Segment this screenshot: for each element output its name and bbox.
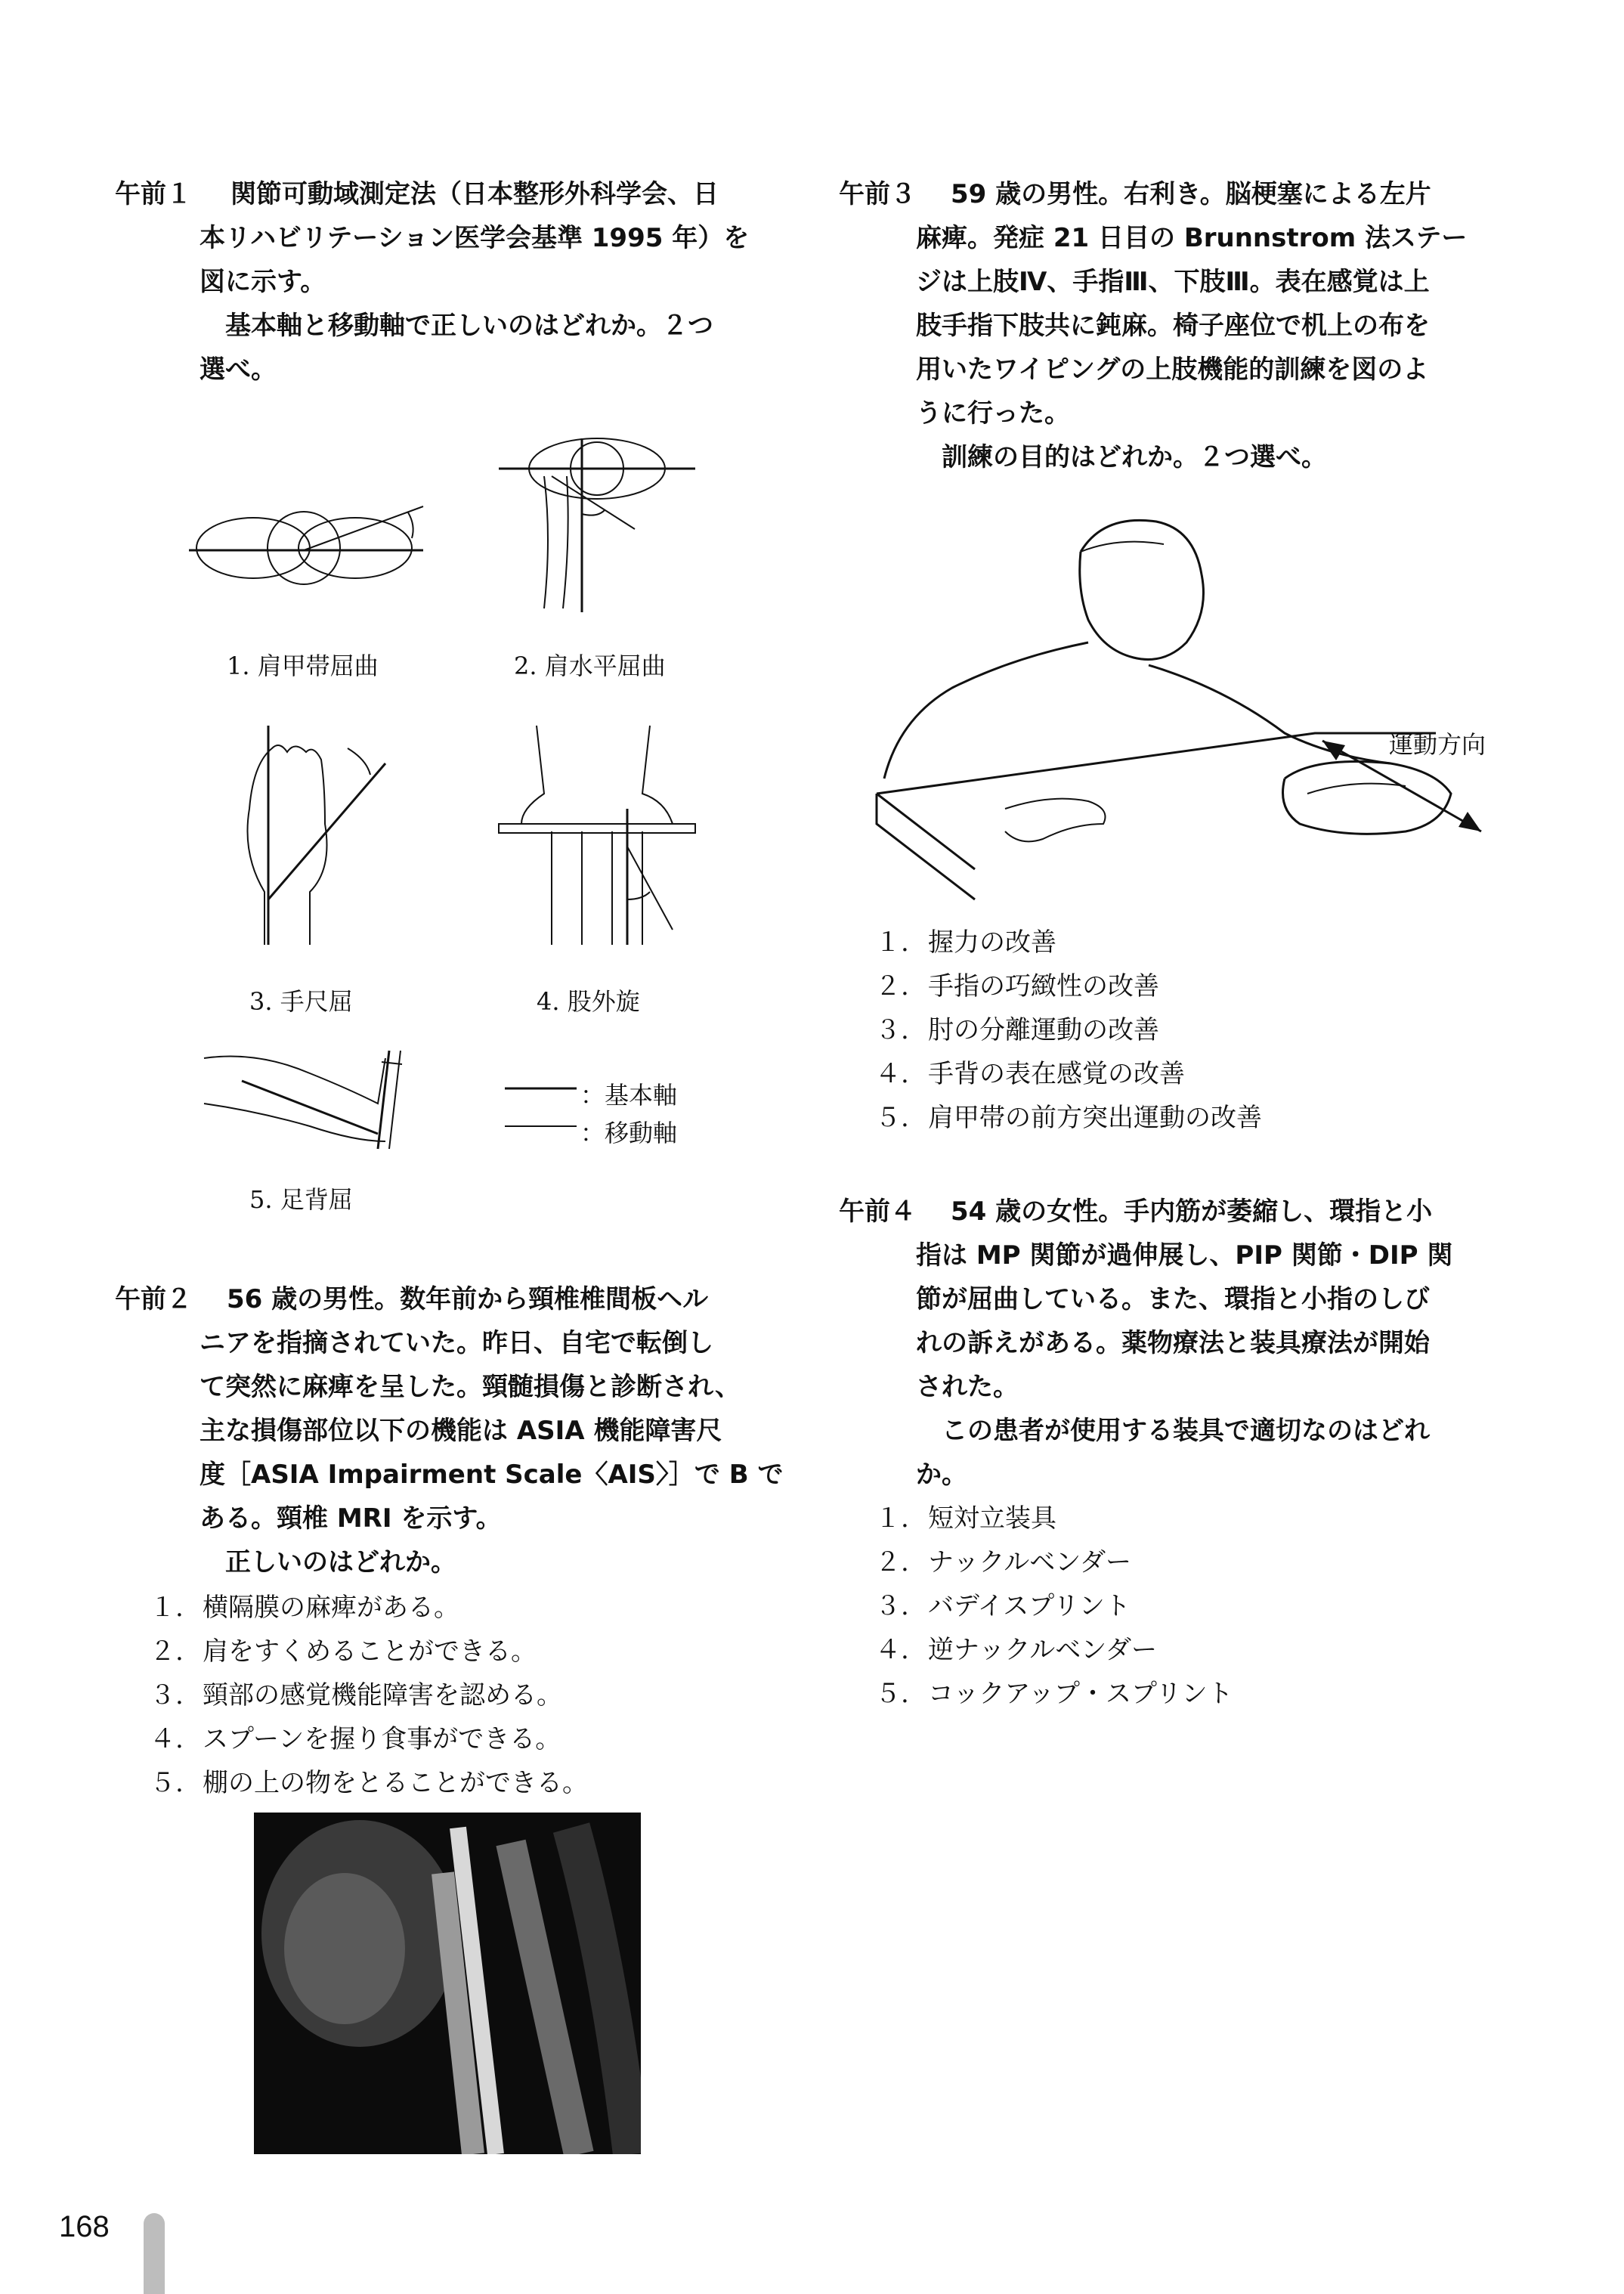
q3-line: 訓練の目的はどれか。２つ選べ。 bbox=[916, 442, 1327, 472]
legend-basic-axis: ：基本軸 bbox=[580, 1081, 678, 1110]
q4-line: 指は MP 関節が過伸展し、PIP 関節・DIP 関 bbox=[916, 1240, 1453, 1271]
q1-line: 図に示す。 bbox=[200, 267, 326, 297]
q4-number: 午前４ bbox=[839, 1197, 916, 1227]
q4-stem bbox=[951, 1190, 1432, 1234]
q2-stem bbox=[227, 1277, 708, 1321]
choice-item: ３. 肘の分離運動の改善 bbox=[875, 1015, 1159, 1045]
q2-line: 度［ASIA Impairment Scale〈AIS〉］で B で bbox=[200, 1460, 784, 1490]
q2-number: 午前２ bbox=[115, 1284, 192, 1314]
q3-line: 肢手指下肢共に鈍麻。椅子座位で机上の布を bbox=[916, 311, 1430, 341]
figure-label-5: 5. 足背屈 bbox=[249, 1185, 353, 1214]
figure-label-4: 4. 股外旋 bbox=[537, 987, 640, 1016]
choice-item: ２. 手指の巧緻性の改善 bbox=[875, 971, 1159, 1001]
q2-choices bbox=[150, 1586, 588, 1805]
q2-line: 主な損傷部位以下の機能は ASIA 機能障害尺 bbox=[200, 1416, 722, 1446]
q1-line: 関節可動域測定法（日本整形外科学会、日 bbox=[230, 179, 719, 209]
figure-hip-external-rotation bbox=[491, 718, 703, 952]
q2-line: て突然に麻痺を呈した。頸髄損傷と診断され、 bbox=[200, 1372, 741, 1402]
q3-line: 用いたワイピングの上肢機能的訓練を図のよ bbox=[916, 354, 1429, 385]
choice-item: ５. 棚の上の物をとることができる。 bbox=[150, 1768, 588, 1798]
q1-stem bbox=[230, 172, 719, 216]
choice-item: ４. 逆ナックルベンダー bbox=[875, 1635, 1157, 1665]
q2-line: ある。頸椎 MRI を示す。 bbox=[200, 1503, 502, 1534]
q4-line: れの訴えがある。薬物療法と装具療法が開始 bbox=[916, 1328, 1430, 1358]
figure-label-3: 3. 手尺屈 bbox=[249, 987, 353, 1016]
choice-item: ４. スプーンを握り食事ができる。 bbox=[150, 1724, 561, 1754]
choice-item: ４. 手背の表在感覚の改善 bbox=[875, 1059, 1185, 1089]
q1-number: 午前１ bbox=[115, 179, 192, 209]
q1-line: 本リハビリテーション医学会基準 1995 年）を bbox=[200, 223, 750, 253]
choice-item: １. 握力の改善 bbox=[875, 927, 1056, 958]
q4-stem-cont bbox=[916, 1234, 1452, 1497]
choice-item: １. 短対立装具 bbox=[875, 1503, 1056, 1534]
q4-line: この患者が使用する装具で適切なのはどれ bbox=[916, 1416, 1430, 1446]
q1-line: 選べ。 bbox=[200, 354, 277, 385]
choice-item: １. 横隔膜の麻痺がある。 bbox=[150, 1593, 459, 1623]
q3-line: 59 歳の男性。右利き。脳梗塞による左片 bbox=[951, 179, 1431, 209]
q2-line: ニアを指摘されていた。昨日、自宅で転倒し bbox=[200, 1328, 713, 1358]
figure-wiping-training bbox=[861, 506, 1489, 907]
figure-label-1: 1. 肩甲帯屈曲 bbox=[227, 652, 379, 680]
figure-shoulder-girdle-flexion bbox=[181, 484, 431, 605]
figure-shoulder-horizontal-flexion bbox=[491, 431, 703, 620]
choice-item: ５. 肩甲帯の前方突出運動の改善 bbox=[875, 1103, 1262, 1133]
q3-number: 午前３ bbox=[839, 179, 916, 209]
choice-item: ２. 肩をすくめることができる。 bbox=[150, 1636, 537, 1667]
q3-stem-cont bbox=[916, 216, 1467, 479]
legend-moving-axis: ：移動軸 bbox=[580, 1119, 678, 1147]
legend-lines bbox=[505, 1082, 580, 1128]
q4-line: 節が屈曲している。また、環指と小指のしび bbox=[916, 1284, 1430, 1314]
choice-item: ２. ナックルベンダー bbox=[875, 1547, 1131, 1577]
q3-stem bbox=[951, 172, 1431, 216]
q1-stem-cont bbox=[200, 216, 749, 392]
choice-item: ５. コックアップ・スプリント bbox=[875, 1679, 1233, 1709]
q4-choices bbox=[875, 1497, 1233, 1716]
q3-line: ジは上肢Ⅳ、手指Ⅲ、下肢Ⅲ。表在感覚は上 bbox=[916, 267, 1430, 297]
q4-line: か。 bbox=[916, 1460, 967, 1490]
q2-line: 56 歳の男性。数年前から頸椎椎間板ヘル bbox=[227, 1284, 709, 1314]
q3-choices bbox=[875, 921, 1262, 1140]
q2-stem-cont bbox=[200, 1321, 784, 1584]
q2-line: 正しいのはどれか。 bbox=[200, 1547, 456, 1577]
figure-label-2: 2. 肩水平屈曲 bbox=[514, 652, 666, 680]
choice-item: ３. 頸部の感覚機能障害を認める。 bbox=[150, 1680, 562, 1710]
cervical-mri-image bbox=[254, 1813, 641, 2154]
page-tab-bar bbox=[144, 2213, 165, 2294]
q1-line: 基本軸と移動軸で正しいのはどれか。２つ bbox=[200, 311, 713, 341]
figure-ankle-dorsiflexion bbox=[196, 1043, 423, 1156]
choice-item: ３. バデイスプリント bbox=[875, 1591, 1131, 1621]
q4-line: 54 歳の女性。手内筋が萎縮し、環指と小 bbox=[951, 1197, 1433, 1227]
q4-line: された。 bbox=[916, 1372, 1019, 1402]
page-number: 168 bbox=[59, 2210, 110, 2243]
movement-direction-label: 運動方向 bbox=[1389, 730, 1486, 759]
figure-wrist-ulnar-deviation bbox=[219, 718, 401, 952]
q3-line: 麻痺。発症 21 日目の Brunnstrom 法ステー bbox=[916, 223, 1468, 253]
q3-line: うに行った。 bbox=[916, 398, 1070, 429]
